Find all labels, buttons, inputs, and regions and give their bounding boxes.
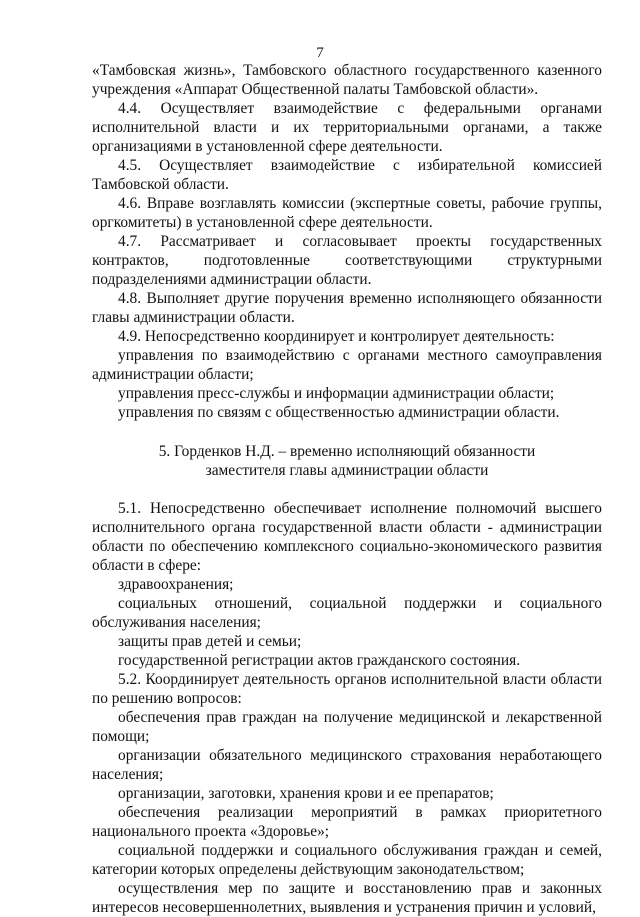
- list-item: управления пресс-службы и информации администрации области;: [118, 385, 555, 402]
- paragraph-4-5: 4.5. Осуществляет взаимодействие с избирательной комиссией Тамбовской области.: [92, 157, 602, 193]
- paragraph-4-9: 4.9. Непосредственно координирует и контролирует деятельность:: [118, 328, 555, 345]
- list-item: осуществления мер по защите и восстановлению прав и законных интересов несовершеннолетних, выявления и устранения причин и условий,: [92, 880, 602, 916]
- page-number: 7: [316, 45, 324, 61]
- section-heading-line-1: 5. Горденков Н.Д. – временно исполняющий обязанности: [158, 443, 536, 460]
- paragraph-continuation: «Тамбовская жизнь», Тамбовского областного государственного казенного учреждения «Аппарат Общественной палаты Тамбовской области».: [92, 62, 602, 98]
- list-item: здравоохранения;: [118, 576, 234, 593]
- section-heading-line-2: заместителя главы администрации области: [205, 462, 489, 479]
- list-item: защиты прав детей и семьи;: [118, 633, 302, 650]
- document-body: [92, 61, 602, 917]
- list-item: организации, заготовки, хранения крови и ее препаратов;: [118, 785, 494, 802]
- paragraph-4-8: 4.8. Выполняет другие поручения временно исполняющего обязанности главы администрации области.: [92, 290, 602, 326]
- paragraph-5-1: 5.1. Непосредственно обеспечивает исполнение полномочий высшего исполнительного органа государственной власти области - администрации области по обеспечению комплексного социально-экономического развития области в сфере:: [92, 500, 602, 574]
- list-item: обеспечения реализации мероприятий в рамках приоритетного национального проекта «Здоровье»;: [92, 804, 602, 840]
- paragraph-5-2: 5.2. Координирует деятельность органов исполнительной власти области по решению вопросов:: [92, 671, 602, 707]
- paragraph-4-6: 4.6. Вправе возглавлять комиссии (экспертные советы, рабочие группы, оргкомитеты) в установленной сфере деятельности.: [92, 195, 602, 231]
- list-item: управления по связям с общественностью администрации области.: [118, 404, 560, 421]
- list-item: социальных отношений, социальной поддержки и социального обслуживания населения;: [92, 595, 602, 631]
- list-item: социальной поддержки и социального обслуживания граждан и семей, категории которых определены действующим законодательством;: [92, 842, 602, 878]
- list-item: обеспечения прав граждан на получение медицинской и лекарственной помощи;: [92, 709, 602, 745]
- list-item: организации обязательного медицинского страхования неработающего населения;: [92, 747, 602, 783]
- list-item: управления по взаимодействию с органами местного самоуправления администрации области;: [92, 347, 602, 383]
- paragraph-4-7: 4.7. Рассматривает и согласовывает проекты государственных контрактов, подготовленные соответствующими структурными подразделениями администрации области.: [92, 233, 602, 288]
- list-item: государственной регистрации актов гражданского состояния.: [118, 652, 521, 669]
- paragraph-4-4: 4.4. Осуществляет взаимодействие с федеральными органами исполнительной власти и их территориальными органами, а также организациями в установленной сфере деятельности.: [92, 100, 602, 155]
